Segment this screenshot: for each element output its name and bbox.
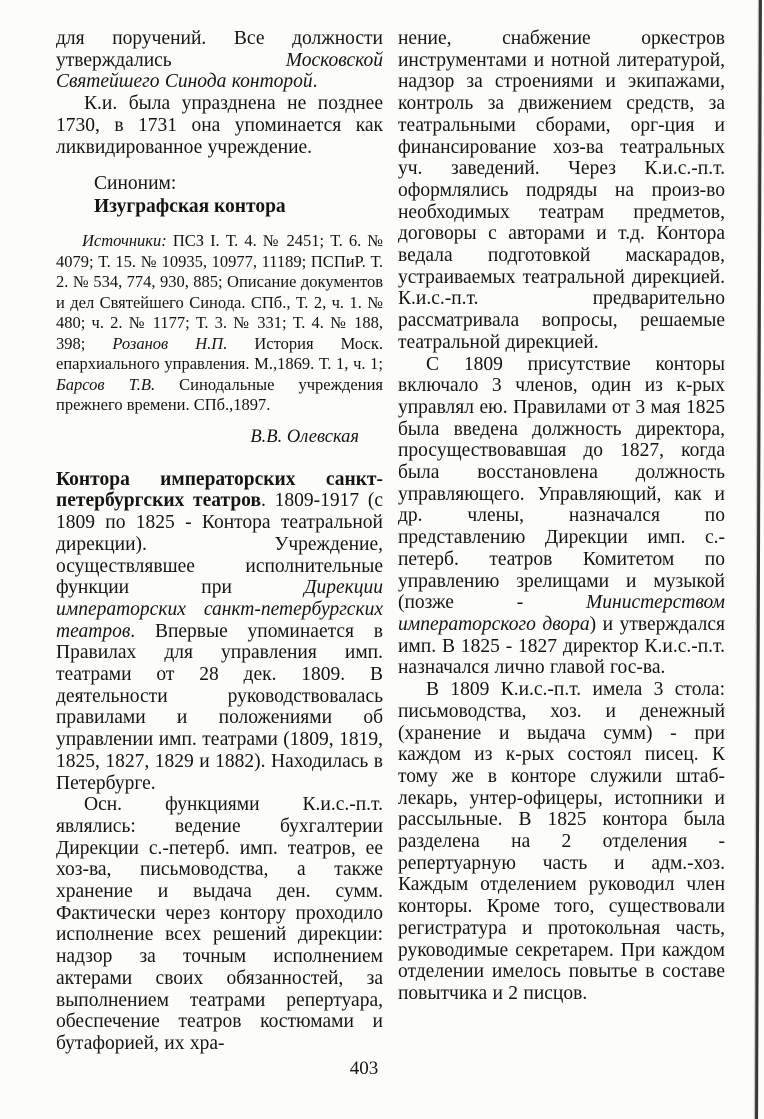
- text-run: ) и утверждался имп. В 1825 - 1827 директор К.и.с.-п.т. назначался лично главой гос-ва.: [398, 613, 725, 679]
- page-number: 403: [349, 1058, 379, 1079]
- sources-paragraph: [56, 231, 383, 416]
- text-run: Осн. функциями К.и.с.-п.т. являлись: ведение бухгалтерии Дирекции с.-петерб. имп. театров, ее хоз-ва, письмоводства, а также хранение и выдача ден. сумм. Фактически через контору проходило исполнение всех решений дирекции: надзор за точным исполнением актерами своих обязанностей, за выполнением театрами репертуара, обеспечение театров костюмами и бутафорией, их хра-: [56, 794, 383, 1054]
- synonym-block: [94, 172, 383, 218]
- italic-text: Барсов Т.В.: [56, 374, 156, 394]
- paragraph: [398, 679, 725, 1005]
- scan-edge-line: [755, 0, 762, 1119]
- paragraph: [398, 354, 725, 680]
- italic-text: Дирекции императорских санкт-петербургских театров: [56, 577, 383, 642]
- text-run: . Впервые упоминается в Правилах для управления имп. театрами от 28 дек. 1809. В деятельности руководствовалась правилами и положениями об управлении имп. театрами (1809, 1819, 1825, 1827, 1829 и 1882). Находилась в Петербурге.: [56, 620, 383, 794]
- paragraph-continuation: [398, 28, 725, 354]
- text-run: В 1809 К.и.с.-п.т. имела 3 стола: письмоводства, хоз. и денежный (хранение и выдача сумм) - при каждом из к-рых состоял писец. К тому же в конторе служили штаб-лекарь, унтер-офицеры, истопники и рассыльные. В 1825 контора была разделена на 2 отделения - репертуарную часть и адм.-хоз. Каждым отделением руководил член конторы. Кроме того, существовали регистратура и протокольная часть, руководимые секретарем. При каждом отделении имелось повытье в составе повытчика и 2 писцов.: [398, 679, 725, 1004]
- synonym-value: Изуграфская контора: [94, 196, 286, 218]
- italic-text: Московской Святейшего Синода конторой: [56, 49, 383, 93]
- text-run: С 1809 присутствие конторы включало 3 членов, один из к-рых управлял ею. Правилами от 3 мая 1825 была введена должность директора, просуществовавшая до 1827, когда была восстановлена должность управляющего. Управляющий, как и др. члены, назначался по представлению Дирекции имп. с.-петерб. театров Комитетом по управлению зрелищами и музыкой (позже -: [398, 353, 725, 614]
- text-run: К.и. была упразднена не позднее 1730, в 1731 она упоминается как ликвидированное учреждение.: [56, 93, 383, 158]
- bold-text: Контора императорских санкт-петербургских театров: [56, 468, 383, 512]
- text-run: .: [312, 71, 318, 93]
- text-run: нение, снабжение оркестров инструментами и нотной литературой, надзор за строениями и экипажами, контроль за движением средств, за театральными сборами, орг-ция и финансирование хоз-ва театральных уч. заведений. Через К.и.с.-п.т. оформлялись подряды на произ-во необходимых театрам предметов, договоры с авторами и т.д. Контора ведала подготовкой маскарадов, устраиваемых театральной дирекцией. К.и.с.-п.т. предварительно рассматривала вопросы, решаемые театральной дирекцией.: [398, 28, 725, 353]
- text-run: История Моск. епархиального управления. М.,1869. Т. 1, ч. 1;: [56, 333, 383, 374]
- text-run: ПСЗ I. Т. 4. № 2451; Т. 6. № 4079; Т. 15. № 10935, 10977, 11189; ПСПиР. Т. 2. № 534, 774, 930, 885; Описание документов и дел Святейшего Синода. СПб., Т. 2, ч. 1. № 480; ч. 2. № 1177; Т. 3. № 331; Т. 4. № 188, 398;: [56, 231, 383, 353]
- left-column: [56, 28, 383, 1055]
- italic-text: Источники:: [82, 231, 167, 251]
- entry-paragraph: [56, 469, 383, 795]
- text-run: Синодальные учреждения прежнего времени. СПб.,1897.: [56, 374, 384, 415]
- paragraph: [56, 794, 383, 1054]
- paragraph: [56, 93, 383, 158]
- italic-text: Министерством императорского двора: [398, 592, 725, 635]
- italic-text: Розанов Н.П.: [112, 333, 228, 353]
- author-byline: В.В. Олевская: [250, 426, 359, 447]
- right-column: [398, 28, 725, 1005]
- text-run: для поручений. Все должности утверждались: [56, 28, 383, 71]
- paragraph-continuation: [56, 28, 383, 93]
- synonym-label: Синоним:: [94, 173, 177, 195]
- text-run: . 1809-1917 (с 1809 по 1825 - Контора театральной дирекции). Учреждение, осуществлявшее исполнительные функции при: [56, 490, 383, 599]
